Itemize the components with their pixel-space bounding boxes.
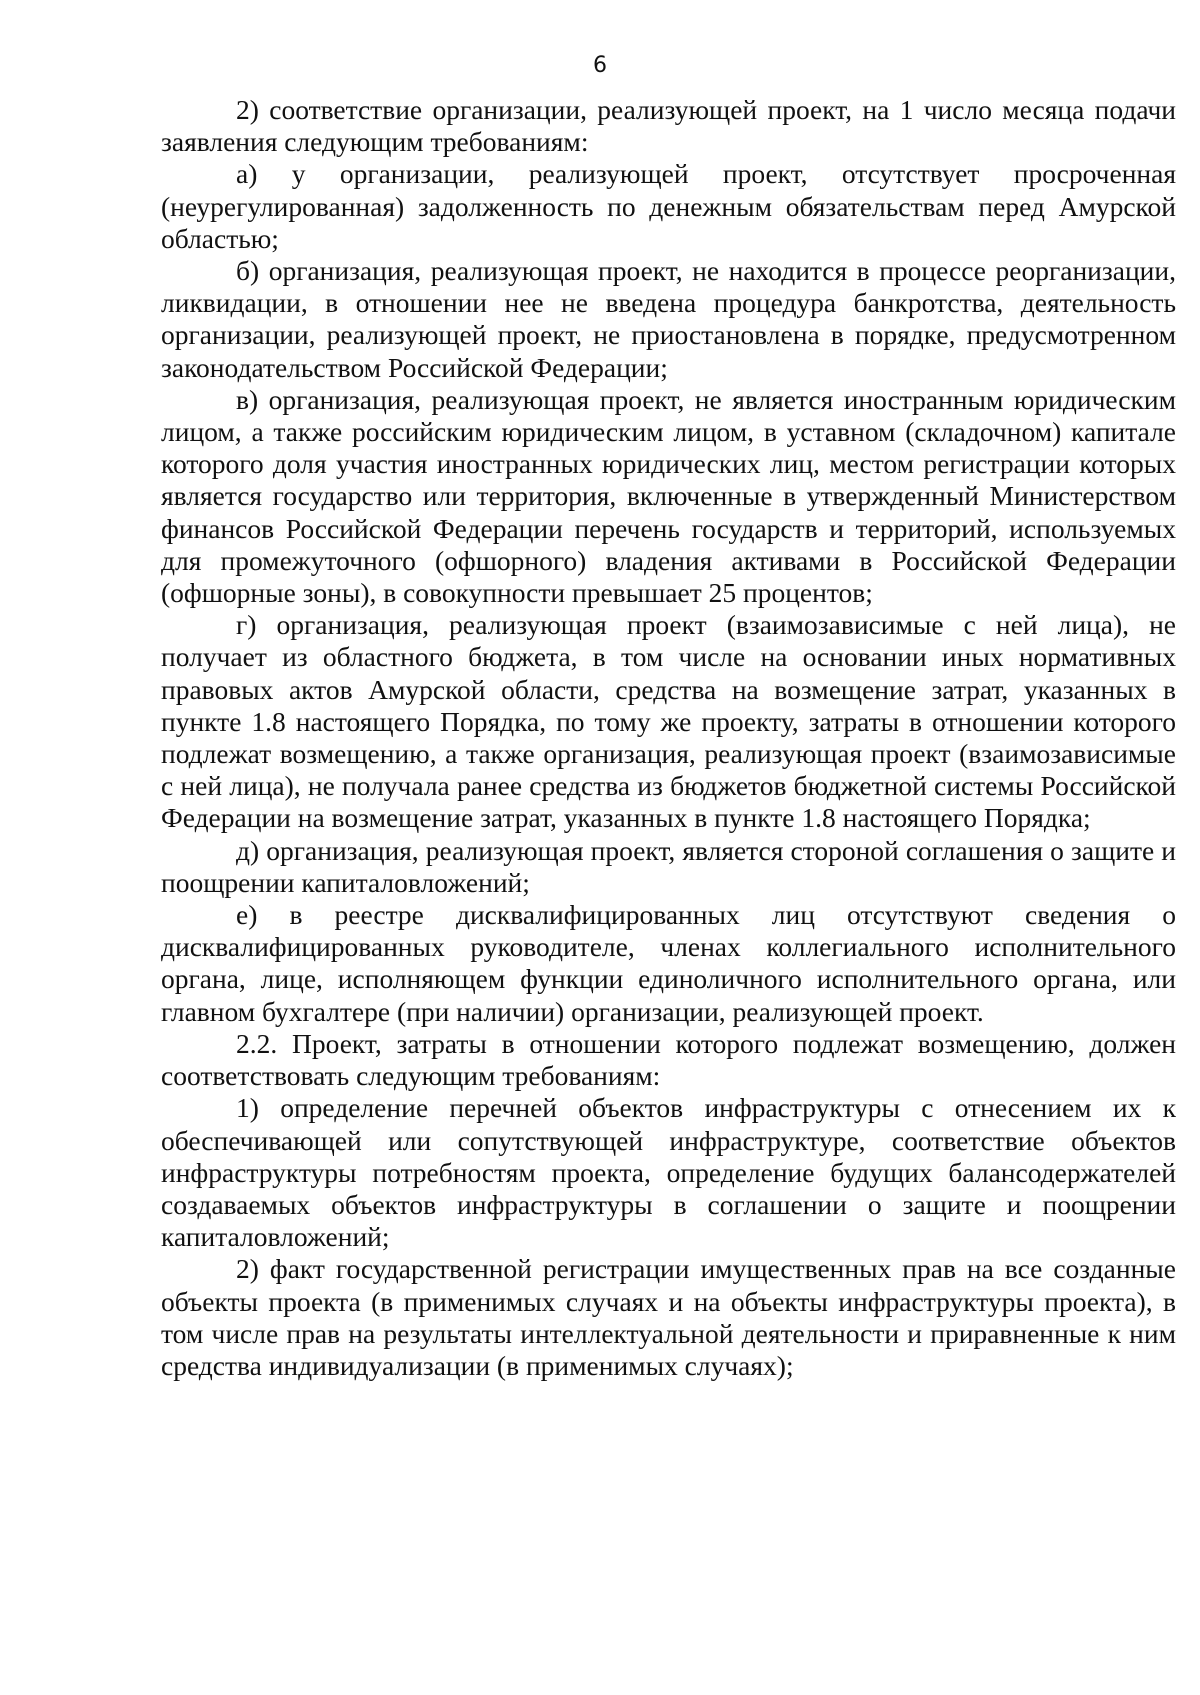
- paragraph-item-g: г) организация, реализующая проект (взаимозависимые с ней лица), не получает из областного бюджета, в том числе на основании иных нормативных правовых актов Амурской области, средства на возмещение затрат, указанных в пункте 1.8 настоящего Порядка, по тому же проекту, затраты в отношении которого подлежат возмещению, а также организация, реализующая проект (взаимозависимые с ней лица), не получала ранее средства из бюджетов бюджетной системы Российской Федерации на возмещение затрат, указанных в пункте 1.8 настоящего Порядка;: [161, 609, 1176, 834]
- paragraph-section-2-2: 2.2. Проект, затраты в отношении которого подлежат возмещению, должен соответствовать следующим требованиям:: [161, 1027, 1176, 1092]
- paragraph-item-a: а) у организации, реализующей проект, отсутствует просроченная (неурегулированная) задолженность по денежным обязательствам перед Амурской областью;: [161, 158, 1176, 254]
- paragraph-project-requirement-2: 2) факт государственной регистрации имущественных прав на все созданные объекты проекта (в применимых случаях и на объекты инфраструктуры проекта), в том числе прав на результаты интеллектуальной деятельности и приравненные к ним средства индивидуализации (в применимых случаях);: [161, 1253, 1176, 1381]
- paragraph-item-v: в) организация, реализующая проект, не является иностранным юридическим лицом, а также российским юридическим лицом, в уставном (складочном) капитале которого доля участия иностранных юридических лиц, местом регистрации которых является государство или территория, включенные в утвержденный Министерством финансов Российской Федерации перечень государств и территорий, используемых для промежуточного (офшорного) владения активами в Российской Федерации (офшорные зоны), в совокупности превышает 25 процентов;: [161, 383, 1176, 609]
- paragraph-requirement-2: 2) соответствие организации, реализующей проект, на 1 число месяца подачи заявления следующим требованиям:: [161, 94, 1176, 158]
- page-number: 6: [593, 53, 607, 78]
- paragraph-item-e: е) в реестре дисквалифицированных лиц отсутствуют сведения о дисквалифицированных руководителе, членах коллегиального исполнительного органа, лице, исполняющем функции единоличного исполнительного органа, или главном бухгалтере (при наличии) организации, реализующей проект.: [161, 899, 1176, 1027]
- paragraph-project-requirement-1: 1) определение перечней объектов инфраструктуры с отнесением их к обеспечивающей или сопутствующей инфраструктуре, соответствие объектов инфраструктуры потребностям проекта, определение будущих балансодержателей создаваемых объектов инфраструктуры в соглашении о защите и поощрении капиталовложений;: [161, 1092, 1176, 1253]
- document-body: [161, 94, 1176, 1382]
- paragraph-item-d: д) организация, реализующая проект, является стороной соглашения о защите и поощрении капиталовложений;: [161, 834, 1176, 898]
- paragraph-item-b: б) организация, реализующая проект, не находится в процессе реорганизации, ликвидации, в отношении нее не введена процедура банкротства, деятельность организации, реализующей проект, не приостановлена в порядке, предусмотренном законодательством Российской Федерации;: [161, 255, 1176, 383]
